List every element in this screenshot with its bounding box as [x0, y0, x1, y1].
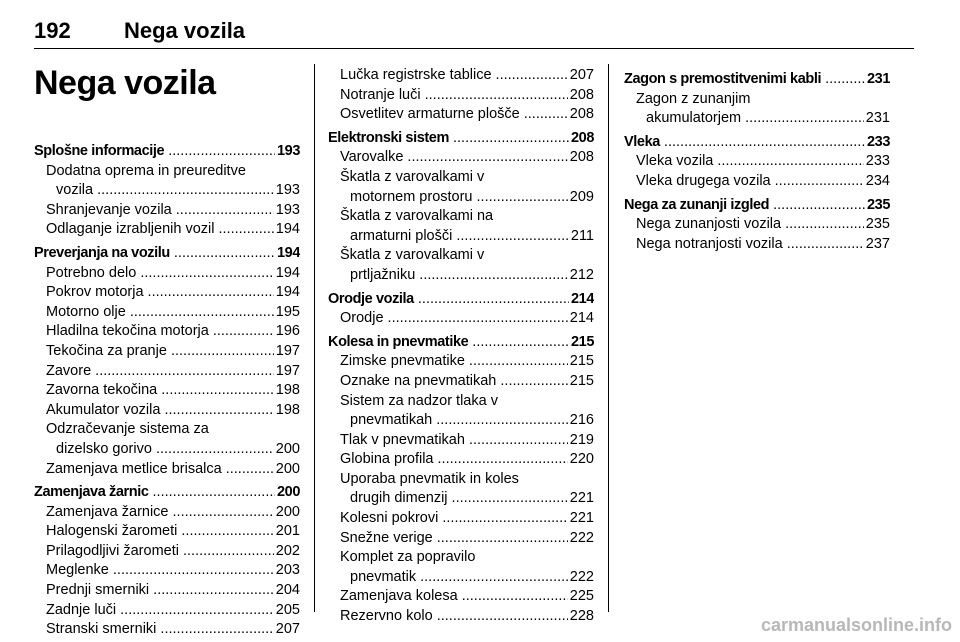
toc-section-entry[interactable]: [328, 290, 594, 310]
toc-entry-label: Nega zunanjosti vozila .....: [636, 216, 890, 232]
toc-entry-label: Kolesa in pnevmatike .....: [328, 334, 594, 350]
toc-entry[interactable]: [328, 309, 594, 329]
toc-entry-page: 200: [274, 440, 300, 460]
toc-section-entry[interactable]: [34, 483, 300, 503]
toc-section-entry[interactable]: [624, 70, 890, 90]
toc-entry-label: Orodje vozila .....: [328, 291, 594, 307]
toc-entry-label: Notranje luči .....: [340, 87, 594, 103]
toc-entry-label: Globina profila .....: [340, 451, 594, 467]
toc-entry-label: Odzračevanje sistema za: [46, 421, 209, 438]
toc-entry[interactable]: [328, 489, 594, 509]
toc-entry-page: 231: [865, 70, 890, 90]
toc-entry[interactable]: [328, 372, 594, 392]
toc-entry-label: Hladilna tekočina motorja .....: [46, 323, 300, 339]
toc-entry[interactable]: [34, 440, 300, 460]
toc-entry[interactable]: [34, 522, 300, 542]
toc-entry-label: Orodje .....: [340, 310, 594, 326]
toc-entry[interactable]: [328, 587, 594, 607]
toc-section-entry[interactable]: [328, 333, 594, 353]
toc-entry-label: Preverjanja na vozilu .....: [34, 245, 300, 261]
toc-entry-page: 235: [864, 215, 890, 235]
toc-entry-page: 228: [568, 607, 594, 627]
toc-entry-page: 196: [274, 322, 300, 342]
toc-entry-page: 208: [569, 129, 594, 149]
toc-entry[interactable]: [328, 266, 594, 286]
toc-entry[interactable]: [34, 283, 300, 303]
toc-entry[interactable]: [624, 90, 890, 110]
toc-entry-page: 235: [865, 196, 890, 216]
toc-entry[interactable]: [34, 460, 300, 480]
toc-entry-label: Akumulator vozila .....: [46, 402, 300, 418]
toc-entry-label: Nega notranjosti vozila .....: [636, 236, 890, 252]
toc-entry[interactable]: [328, 227, 594, 247]
toc-entry-page: 194: [275, 244, 300, 264]
toc-entry-label: drugih dimenzij .....: [350, 490, 594, 506]
toc-section-entry[interactable]: [624, 133, 890, 153]
toc-entry-page: 197: [274, 362, 300, 382]
toc-entry-label: Nega za zunanji izgled .....: [624, 197, 890, 213]
toc-entry-page: 207: [568, 66, 594, 86]
toc-entry-label: Zamenjava žarnice .....: [46, 504, 300, 520]
toc-entry-page: 222: [568, 529, 594, 549]
toc-entry-label: Splošne informacije .....: [34, 143, 300, 159]
toc-entry[interactable]: [34, 322, 300, 342]
toc-entry-page: 194: [274, 283, 300, 303]
toc-entry-label: pnevmatikah .....: [350, 412, 594, 428]
toc-column-1: [34, 142, 300, 640]
toc-entry-label: Komplet za popravilo: [340, 549, 476, 566]
toc-entry[interactable]: [34, 381, 300, 401]
toc-entry[interactable]: [34, 542, 300, 562]
toc-section-entry[interactable]: [34, 142, 300, 162]
toc-entry[interactable]: [624, 109, 890, 129]
toc-entry-label: Zamenjava kolesa .....: [340, 588, 594, 604]
toc-entry[interactable]: [624, 215, 890, 235]
toc-entry-label: Škatla z varovalkami na: [340, 208, 494, 225]
toc-entry-page: 204: [274, 581, 300, 601]
toc-entry[interactable]: [34, 362, 300, 382]
toc-entry-label: Rezervno kolo .....: [340, 608, 594, 624]
toc-section-entry[interactable]: [624, 196, 890, 216]
toc-entry-label: Zavorna tekočina .....: [46, 382, 300, 398]
toc-entry-label: Zadnje luči .....: [46, 602, 300, 618]
page-header: [34, 4, 914, 49]
toc-entry-label: prtljažniku .....: [350, 267, 594, 283]
toc-entry-page: 203: [274, 561, 300, 581]
toc-entry-page: 215: [568, 372, 594, 392]
toc-entry-label: Oznake na pnevmatikah .....: [340, 373, 594, 389]
toc-entry-label: Stranski smerniki .....: [46, 621, 300, 637]
toc-entry-page: 200: [274, 503, 300, 523]
toc-entry-label: Vleka .....: [624, 134, 890, 150]
toc-entry-page: 198: [274, 401, 300, 421]
toc-entry[interactable]: [34, 264, 300, 284]
toc-entry-page: 211: [569, 227, 594, 247]
toc-entry[interactable]: [328, 66, 594, 86]
toc-section-entry[interactable]: [328, 129, 594, 149]
toc-entry-page: 221: [568, 509, 594, 529]
toc-entry[interactable]: [328, 411, 594, 431]
toc-entry-label: Zagon z zunanjim: [636, 90, 751, 107]
toc-entry-page: 225: [568, 587, 594, 607]
toc-entry-page: 194: [274, 220, 300, 240]
toc-entry[interactable]: [328, 148, 594, 168]
toc-entry[interactable]: [328, 607, 594, 627]
toc-entry[interactable]: [328, 392, 594, 412]
toc-entry-label: Prednji smerniki .....: [46, 582, 300, 598]
toc-entry-page: 194: [274, 264, 300, 284]
toc-entry-page: 214: [569, 290, 594, 310]
toc-entry-page: 201: [274, 522, 300, 542]
toc-entry[interactable]: [328, 168, 594, 188]
toc-entry-label: Prilagodljivi žarometi .....: [46, 543, 300, 559]
toc-entry-page: 193: [275, 142, 300, 162]
toc-entry[interactable]: [34, 201, 300, 221]
toc-entry[interactable]: [328, 568, 594, 588]
toc-entry-label: Meglenke .....: [46, 562, 300, 578]
toc-entry[interactable]: [328, 470, 594, 490]
toc-entry[interactable]: [34, 220, 300, 240]
toc-entry-page: 234: [864, 172, 890, 192]
chapter-title: Nega vozila: [34, 64, 216, 102]
toc-entry[interactable]: [34, 303, 300, 323]
toc-entry-label: Zagon s premostitvenimi kabli .....: [624, 71, 890, 87]
toc-entry-label: Vleka vozila .....: [636, 153, 890, 169]
toc-entry[interactable]: [328, 548, 594, 568]
toc-entry-label: Zavore .....: [46, 363, 300, 379]
toc-entry-page: 200: [274, 460, 300, 480]
toc-entry-label: Vleka drugega vozila .....: [636, 173, 890, 189]
toc-entry-label: Sistem za nadzor tlaka v: [340, 392, 498, 409]
toc-entry-page: 233: [864, 152, 890, 172]
toc-entry[interactable]: [34, 162, 300, 182]
toc-entry[interactable]: [34, 420, 300, 440]
column-divider: [608, 64, 609, 612]
page-number: 192: [34, 18, 71, 43]
running-title: Nega vozila: [124, 18, 246, 43]
toc-section-entry[interactable]: [34, 244, 300, 264]
toc-entry-label: Snežne verige .....: [340, 530, 594, 546]
toc-entry[interactable]: [34, 181, 300, 201]
toc-entry[interactable]: [328, 105, 594, 125]
toc-entry-page: 208: [568, 148, 594, 168]
toc-entry-label: Zamenjava metlice brisalca .....: [46, 461, 300, 477]
toc-entry-page: 215: [568, 352, 594, 372]
toc-entry[interactable]: [34, 620, 300, 640]
toc-entry-page: 208: [568, 86, 594, 106]
toc-entry[interactable]: [328, 352, 594, 372]
toc-entry-page: 221: [568, 489, 594, 509]
toc-entry-label: Tlak v pnevmatikah .....: [340, 432, 594, 448]
toc-entry-page: 195: [274, 303, 300, 323]
toc-entry-page: 208: [568, 105, 594, 125]
toc-entry-page: 237: [864, 235, 890, 255]
toc-entry[interactable]: [328, 207, 594, 227]
toc-column-3: [624, 70, 890, 254]
toc-entry-label: Škatla z varovalkami v: [340, 168, 485, 185]
toc-entry-label: Pokrov motorja .....: [46, 284, 300, 300]
toc-entry-label: dizelsko gorivo .....: [56, 441, 300, 457]
toc-entry-label: Motorno olje .....: [46, 304, 300, 320]
toc-entry-page: 216: [568, 411, 594, 431]
toc-entry-label: akumulatorjem .....: [646, 110, 890, 126]
toc-entry-label: Zamenjava žarnic .....: [34, 484, 300, 500]
toc-entry[interactable]: [34, 581, 300, 601]
toc-entry-page: 220: [568, 450, 594, 470]
toc-entry-page: 193: [274, 201, 300, 221]
toc-entry[interactable]: [34, 601, 300, 621]
toc-entry-page: 215: [569, 333, 594, 353]
toc-entry-page: 219: [568, 431, 594, 451]
toc-entry[interactable]: [328, 450, 594, 470]
toc-entry-label: Lučka registrske tablice .....: [340, 67, 594, 83]
toc-entry-page: 207: [274, 620, 300, 640]
toc-entry-page: 200: [275, 483, 300, 503]
toc-entry[interactable]: [328, 431, 594, 451]
toc-entry-page: 209: [568, 188, 594, 208]
toc-entry-page: 231: [864, 109, 890, 129]
toc-entry-label: vozila .....: [56, 182, 300, 198]
toc-entry-label: Škatla z varovalkami v: [340, 247, 485, 264]
toc-entry[interactable]: [328, 188, 594, 208]
toc-entry-page: 222: [568, 568, 594, 588]
toc-entry-label: Elektronski sistem .....: [328, 130, 594, 146]
toc-entry-label: Odlaganje izrabljenih vozil .....: [46, 221, 300, 237]
toc-entry[interactable]: [34, 503, 300, 523]
toc-entry[interactable]: [328, 529, 594, 549]
toc-entry-page: 233: [865, 133, 890, 153]
column-divider: [314, 64, 315, 612]
toc-entry-label: Shranjevanje vozila .....: [46, 202, 300, 218]
toc-entry-label: Kolesni pokrovi .....: [340, 510, 594, 526]
toc-entry[interactable]: [328, 246, 594, 266]
toc-entry-page: 214: [568, 309, 594, 329]
toc-column-2: [328, 66, 594, 627]
toc-entry-label: Uporaba pnevmatik in koles: [340, 470, 519, 487]
toc-entry-page: 198: [274, 381, 300, 401]
toc-entry-label: Halogenski žarometi .....: [46, 523, 300, 539]
toc-entry-label: Potrebno delo .....: [46, 265, 300, 281]
toc-entry-label: Tekočina za pranje .....: [46, 343, 300, 359]
toc-entry-page: 212: [568, 266, 594, 286]
toc-entry-page: 202: [274, 542, 300, 562]
toc-entry[interactable]: [34, 342, 300, 362]
toc-entry-label: Osvetlitev armaturne plošče .....: [340, 106, 594, 122]
toc-entry-label: armaturni plošči .....: [350, 228, 594, 244]
toc-entry-label: Varovalke .....: [340, 149, 594, 165]
toc-entry-page: 205: [274, 601, 300, 621]
toc-entry[interactable]: [328, 86, 594, 106]
toc-entry-page: 193: [274, 181, 300, 201]
toc-entry-label: motornem prostoru .....: [350, 189, 594, 205]
toc-entry[interactable]: [34, 401, 300, 421]
toc-entry[interactable]: [624, 235, 890, 255]
toc-entry-label: Dodatna oprema in preureditve: [46, 162, 246, 179]
toc-entry[interactable]: [34, 561, 300, 581]
watermark: carmanualsonline.info: [760, 615, 952, 635]
toc-entry-page: 197: [274, 342, 300, 362]
toc-entry[interactable]: [624, 172, 890, 192]
toc-entry[interactable]: [328, 509, 594, 529]
toc-entry-label: pnevmatik .....: [350, 569, 594, 585]
toc-entry[interactable]: [624, 152, 890, 172]
toc-entry-label: Zimske pnevmatike .....: [340, 353, 594, 369]
